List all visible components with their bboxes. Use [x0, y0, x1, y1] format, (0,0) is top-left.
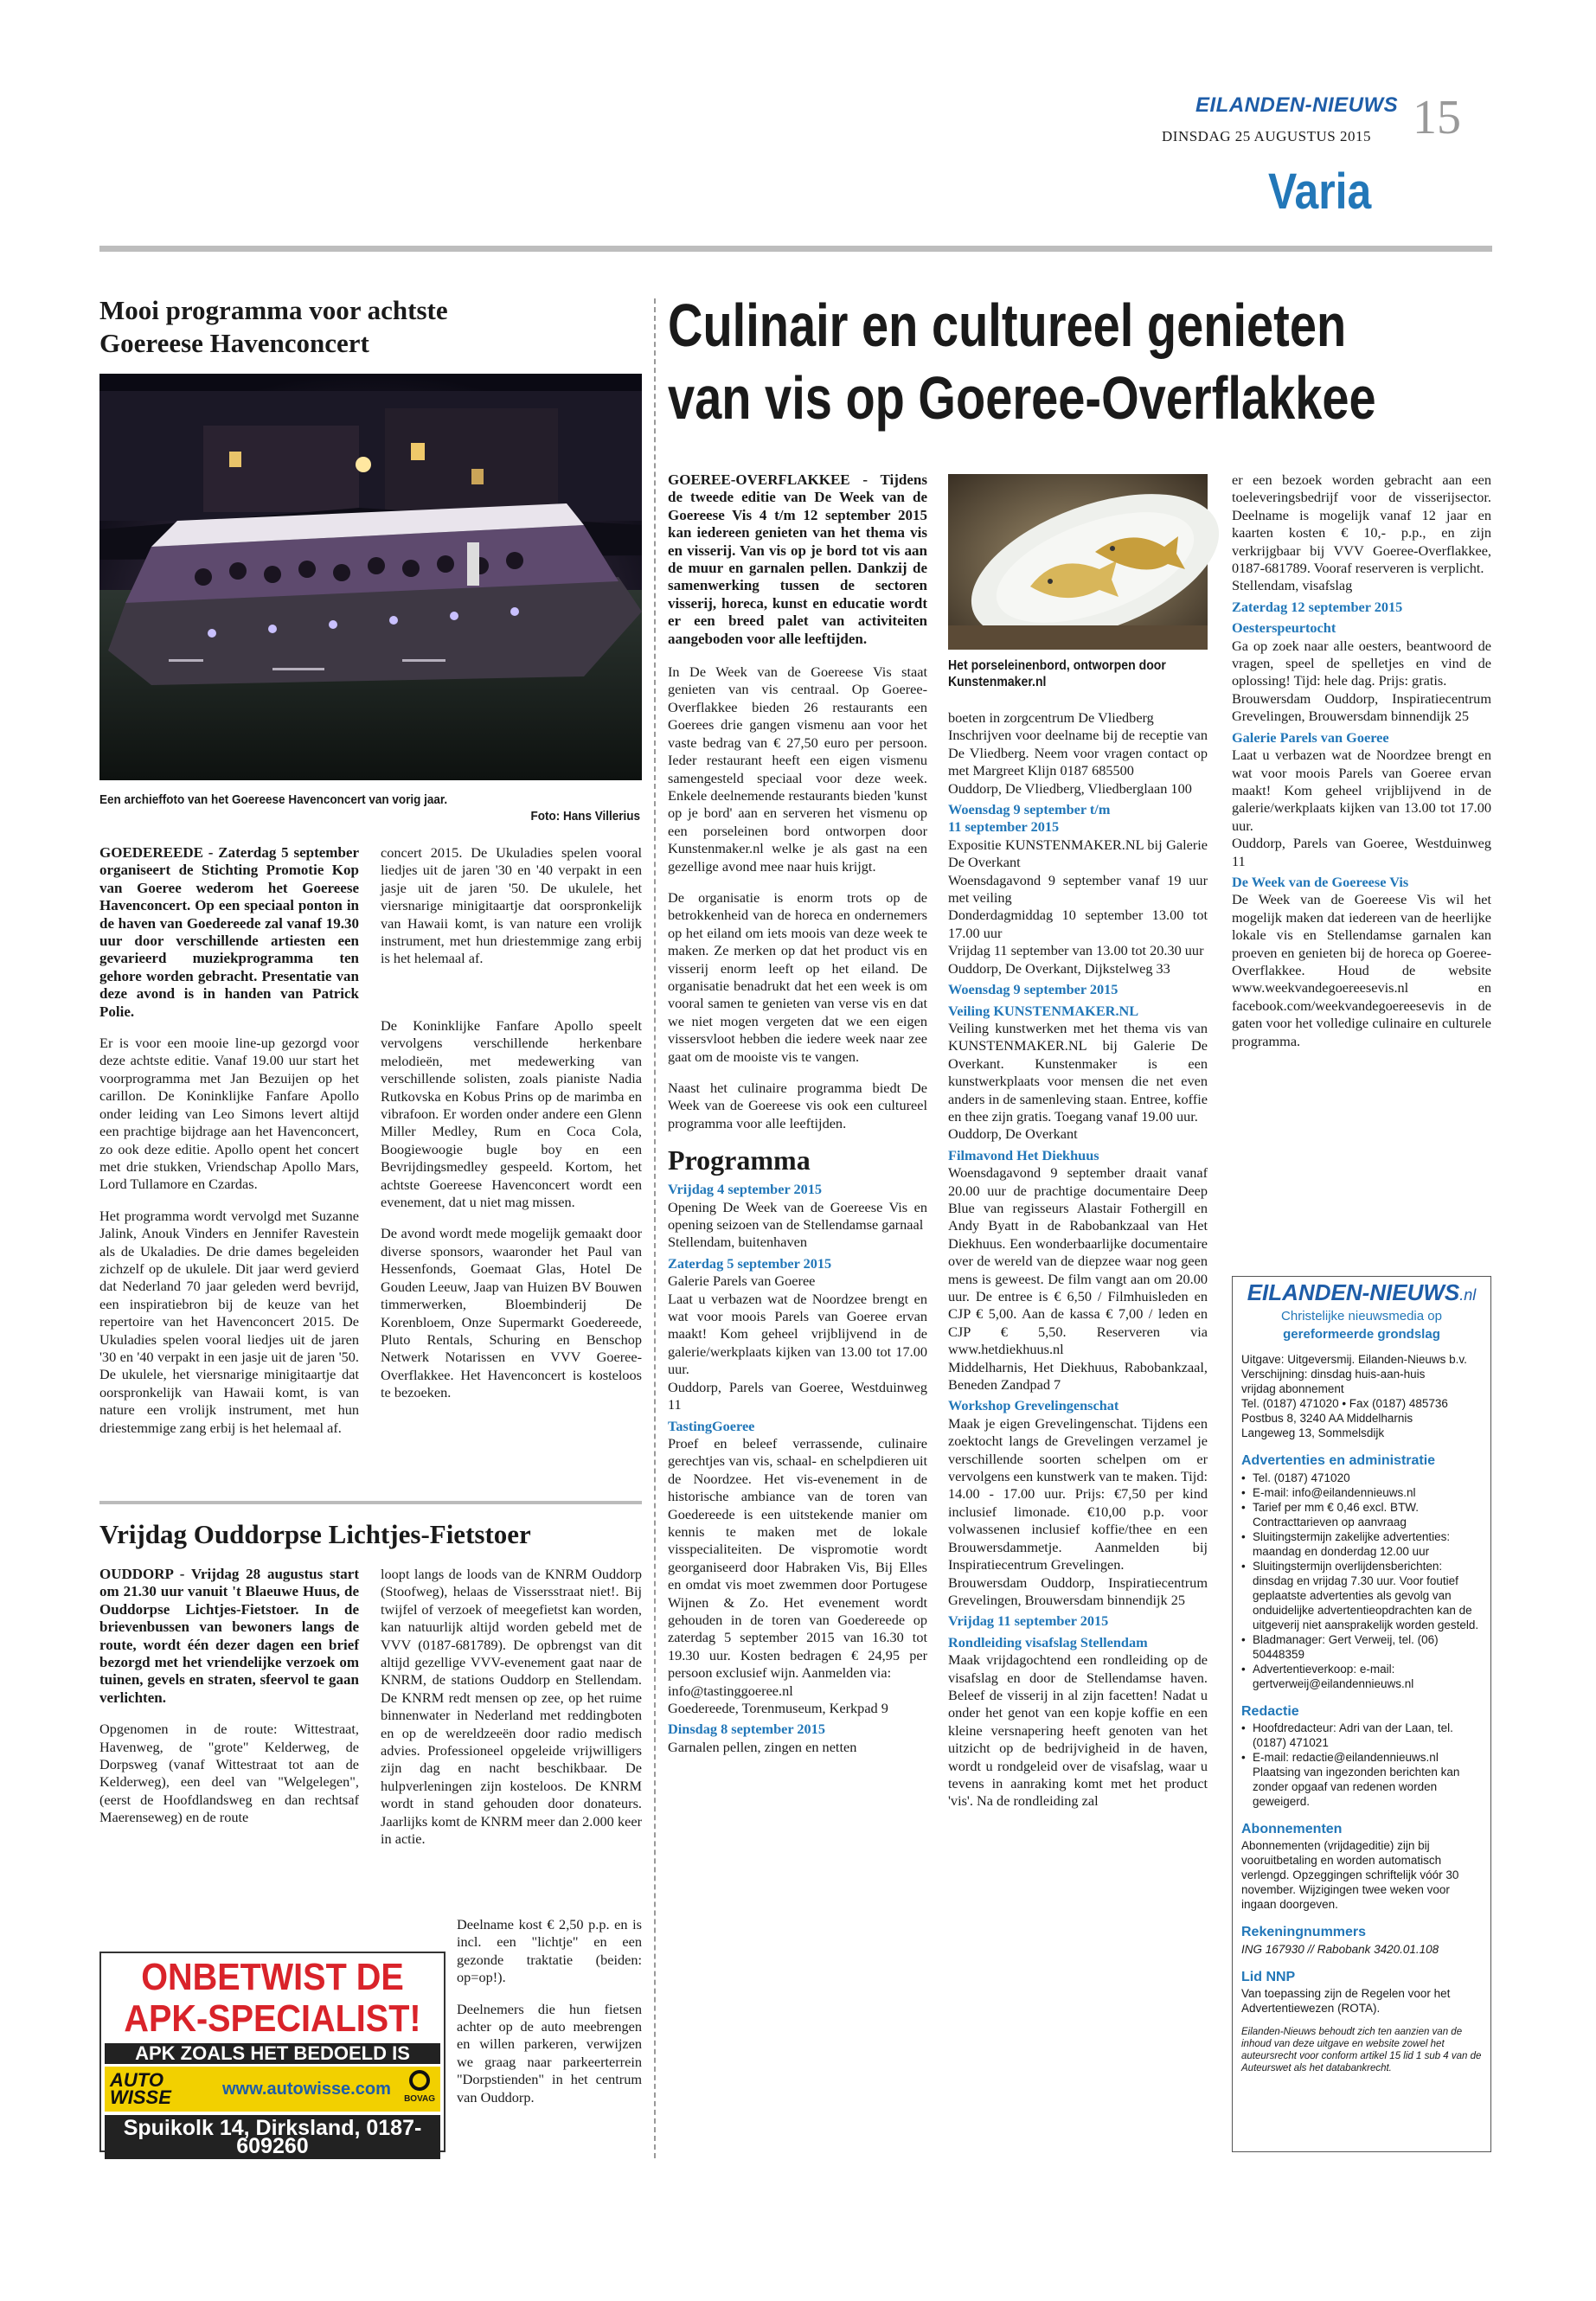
programma-date-heading: TastingGoeree — [668, 1417, 755, 1434]
colofon-tagline-2: gereformeerde grondslag — [1283, 1326, 1440, 1342]
programma-item-text: Garnalen pellen, zingen en netten — [668, 1738, 857, 1755]
p2-continued: concert 2015. De Ukuladies spelen vooral liedjes uit de jaren '30 en '40 verpakt in een jasje uit de jaren '50. De ukulele, het viersnarige minigitaartje dat oorspronkelijk van Hawaii komt, is van nature een vrolijk instrument, met hun driestemmige zang erbij is het helemaal af. — [381, 844, 642, 967]
colofon-nnp: Van toepassing zijn de Regelen voor het Advertentiewezen (ROTA). — [1241, 1987, 1451, 2016]
photo-credit: Foto: Hans Villerius — [530, 809, 640, 824]
colofon-abo: Abonnementen (vrijdageditie) zijn bij vooruitbetaling en worden automatisch verlengd. Opzeggingen schriftelijk vóór 30 november. Wijzigingen twee weken voor ingaan doorgeven. — [1241, 1839, 1459, 1912]
main-col-3: er een bezoek worden gebracht aan een toeleveringsbedrijf voor de visserijsector. Deelname is mogelijk vanaf 12 jaar en kaarten kosten € 10,- p.p., en zijn verkrijgbaar bij VVV Goeree-Overflakkee, 0187-681789. Vooraf reserveren is verplicht. Stellendam, visafslag Zaterdag 12 september 2015 Oesterspeurtocht Ga op zoek naar alle oesters, beantwoord de vragen, speel de spelletjes en vind de oplossing! Tijd: hele dag. Prijs: gratis. Brouwersdam Ouddorp, Inspiratiecentrum Grevelingen, Brouwersdam binnendijk 25 Galerie Parels van Goeree Laat u verbazen wat de Noordzee brengt en wat voor moois Parels van Goeree ervan maakt! Kom geheel vrijblijvend in de galerie/werkplaats kijken van 13.00 tot 17.00 uur. Ouddorp, Parels van Goeree, Westduinweg 11 De Week van de Goereese Vis De Week van de Goereese Vis wil het mogelijk maken dat iedereen van de heerlijke lokale vis en Stellendamse garnalen kan proeven en genieten bij de horeca op Goeree-Overflakkee. Houd de website www.weekvandegoereesevis.nl en facebook.com/weekvandegoereesevis in de gaten voor het volledige culinaire en culturele programma. — [1232, 471, 1491, 1049]
programma-item-text: Expositie KUNSTENMAKER.NL bij Galerie De Overkant Woensdagavond 9 september vanaf 19 uur met veiling Donderdagmiddag 10 september 13.00 tot 17.00 uur Vrijdag 11 september van 13.00 tot 20.30 uur Ouddorp, De Overkant, Dijkstelweg 33 — [948, 836, 1208, 977]
programma-date-heading: Woensdag 9 september t/m 11 september 2015 — [948, 801, 1111, 836]
programma-date-heading: Zaterdag 12 september 2015 — [1232, 598, 1403, 615]
colofon-red-item: • Hoofdredacteur: Adri van der Laan, tel. (0187) 471021 — [1241, 1721, 1482, 1750]
plate-caption: Het porseleinenbord, ontworpen door Kunstenmaker.nl — [948, 658, 1166, 689]
plate-photo — [948, 474, 1208, 650]
havenconcert-photo — [99, 374, 642, 780]
programma-date-heading: Oesterspeurtocht — [1232, 619, 1336, 637]
programma-item-text: Opening De Week van de Goereese Vis en opening seizoen van de Stellendamse garnaal Stellendam, buitenhaven — [668, 1198, 927, 1251]
colofon-abo-heading: Abonnementen — [1241, 1822, 1343, 1837]
programma-date-heading: Vrijdag 4 september 2015 — [668, 1181, 823, 1198]
programma-date-heading: Filmavond Het Diekhuus — [948, 1146, 1099, 1163]
ad-line-1: ONBETWIST DE — [141, 1956, 404, 1998]
programma-item-text: Maak vrijdagochtend een rondleiding op de visafslag en door de Stellendamse haven. Beleef de visserij in al zijn facetten! Nadat u onder het genot van een kopje koffie en een kleine versnapering heeft genoten van het uitzicht op de bedrijvigheid in de haven, wordt u rondgeleid over de visafslag, waar u tevens in aanraking komt met het product 'vis'. Na de rondleiding zal — [948, 1651, 1208, 1810]
fiets-p1-part: Opgenomen in de route: Wittestraat, Havenweg, de "grote" Kelderweg, de Dorpsweg (vanaf Wittestraat tot aan de Kelderweg), een deel van "Welgelegen", (eerst de Hoofdlandsweg en dan rechtsaf Maerenseweg) en de route — [99, 1721, 359, 1826]
top-rule — [99, 246, 1492, 252]
colofon-footer: Eilanden-Nieuws behoudt zich ten aanzien van de inhoud van deze uitgave en website zowel het auteursrecht voor conform artikel 15 lid 1 sub 4 van de Auteurswet als het databankrecht. — [1241, 2027, 1482, 2074]
colofon-uitgave-line: Postbus 8, 3240 AA Middelharnis — [1241, 1412, 1413, 1426]
colofon-uitgave-line: Langeweg 13, Sommelsdijk — [1241, 1426, 1385, 1440]
column-separator — [654, 298, 656, 2158]
programma-item-text: Woensdagavond 9 september draait vanaf 20.00 uur de prachtige documentaire Deep Blue van regisseurs Alastair Fothergill en Andy Byatt in de Rabobankzaal van Het Diekhuus. Een wonderbaarlijke documentaire over de wereld van de diepzee waar nog geen mens is geweest. De film vangt aan om 20.00 uur. De entree is € 6,50 / Filmhuisleden en CJP € 5,00. Aan de kassa € 7,00 / leden en CJP € 5,50. Reserveren via www.hetdiekhuus.nl Middelharnis, Het Diekhuus, Rabobankzaal, Beneden Zandpad 7 — [948, 1164, 1208, 1394]
page-number: 15 — [1413, 91, 1461, 144]
colofon-adv-item: • Sluitingstermijn zakelijke advertenties: maandag en donderdag 12.00 uur — [1241, 1529, 1482, 1559]
programma-item-text: Galerie Parels van Goeree Laat u verbazen wat de Noordzee brengt en wat voor moois Parels van Goeree ervan maakt! Kom geheel vrijblijvend in de galerie/werkplaats kijken van 13.00 tot 17.00 uur. Ouddorp, Parels van Goeree, Westduinweg 11 — [668, 1272, 927, 1413]
colofon-adv-item: • Advertentieverkoop: e-mail: gertverweij@eilandennieuws.nl — [1241, 1662, 1482, 1691]
colofon-uitgave-line: Verschijning: dinsdag huis-aan-huis — [1241, 1368, 1426, 1381]
fiets-col-1: OUDDORP - Vrijdag 28 augustus start om 21.30 uur vanuit 't Blaeuwe Huus, de Ouddorpse Lichtjes-Fietstoer. In de brievenbussen van bewoners langs de route, wordt één dezer dagen een brief bezorgd met het vriendelijke verzoek om tuinen, gevels en straten, sfeervol te gaan verlichten. Opgenomen in de route: Wittestraat, Havenweg, de "grote" Kelderweg, de Dorpsweg (vanaf Wittestraat tot aan de Kelderweg), een deel van "Welgelegen", (eerst de Hoofdlandsweg en dan rechtsaf Maerenseweg) en de route — [99, 1566, 359, 1826]
programma-date-heading: Galerie Parels van Goeree — [1232, 728, 1389, 746]
programma-date-heading: Veiling KUNSTENMAKER.NL — [948, 1002, 1139, 1019]
ad-url[interactable]: www.autowisse.com — [222, 2080, 391, 2099]
masthead-logo: EILANDEN-NIEUWS — [1195, 93, 1399, 117]
fiets-col-2: loopt langs de loods van de KNRM Ouddorp (Stoofweg), helaas de Vissersstraat niet!. Bij twijfel of verzoek of meegefietst kan worden, kan natuurlijk altijd worden gebeld met de VVV (0187-681789). De opbrengst van dit altijd gezellige VVV-evenement gaat naar de KNRM, de stations Ouddorp en Stellendam. De KNRM redt mensen op zee, op het ruime binnenwater in Nederland met reddingboten en op de wereldzeeën door radio medisch advies. Professioneel opgeleide vrijwilligers zijn dag en nacht beschikbaar. De hulpverleningen zijn kosteloos. De KNRM wordt in stand gehouden door donateurs. Jaarlijks komt de KNRM meer dan 2.000 keer in actie. — [381, 1566, 642, 1848]
colofon-uitgave-line: Tel. (0187) 471020 • Fax (0187) 485736 — [1241, 1397, 1448, 1411]
apk-advertisement[interactable] — [99, 1952, 445, 2158]
programma-item-text: Laat u verbazen wat de Noordzee brengt en wat voor moois Parels van Goeree ervan maakt! Kom geheel vrijblijvend in de galerie/werkplaats kijken van 13.00 tot 17.00 uur. Ouddorp, Parels van Goeree, Westduinweg 11 — [1232, 747, 1491, 869]
programma-item-text: Maak je eigen Grevelingenschat. Tijdens een zoektocht langs de Grevelingen verzamel je verschillende soorten schelpen om er vervolgens een kunstwerk van te maken. Tijd: 14.00 - 17.00 uur. Prijs: €7,50 per kind inclusief limonade. €10,00 p.p. voor volwassenen inclusief koffie/thee en een Brouwersdammetje. Aanmelden bij Inspiratiecentrum Grevelingen. Brouwersdam Ouddorp, Inspiratiecentrum Grevelingen, Brouwersdam binnendijk 25 — [948, 1414, 1208, 1608]
colofon-adv-item: • Tarief per mm € 0,46 excl. BTW. Contracttarieven op aanvraag — [1241, 1500, 1482, 1529]
ad-bar: APK ZOALS HET BEDOELD IS — [105, 2043, 440, 2064]
programma-date-heading: Vrijdag 11 september 2015 — [948, 1612, 1109, 1630]
colofon-adv-item: • Sluitingstermijn overlijdensberichten: dinsdag en vrijdag 7.30 uur. Voor foutief geplaatste advertenties als gevolg van onduidelijke advertentieopdrachten kan de uitgeverij niet aansprakelijk worden gesteld. — [1241, 1559, 1482, 1632]
fiets-title: Vrijdag Ouddorpse Lichtjes-Fietstoer — [99, 1519, 531, 1549]
programma-date-heading: Woensdag 9 september 2015 — [948, 981, 1118, 998]
colofon-adv-heading: Advertenties en administratie — [1241, 1453, 1436, 1469]
bovag-icon — [409, 2070, 430, 2091]
ad-line-2: APK-SPECIALIST! — [124, 1997, 421, 2040]
colofon-rek: ING 167930 // Rabobank 3420.01.108 — [1241, 1942, 1439, 1956]
left-col-2: concert 2015. De Ukuladies spelen vooral liedjes uit de jaren '30 en '40 verpakt in een jasje uit de jaren '50. De ukulele, het viersnarige minigitaartje dat oorspronkelijk van Hawaii komt, is van nature een vrolijk instrument, met hun driestemmige zang erbij is het helemaal af. De Koninklijke Fanfare Apollo speelt vervolgens verschillende herkenbare melodieën, met medewerking van verschillende solisten, zoals pianiste Nadia Rutkovska en Kobus Prins op de marimba en vibrafoon. Er worden onder andere een Glenn Miller Medley, Rum en Coca Cola, Boogiewoogie bugle boy en een Bevrijdingsmedley gespeeld. Kortom, het achtste Goereese Havenconcert wordt een evenement, dat u niet mag missen. De avond wordt mede mogelijk gemaakt door diverse sponsors, waaronder het Paul van Hessenfonds, Goemaat Glas, Hotel De Gouden Leeuw, Jaap van Huizen BV Bouwen timmerwerken, Bloembinderij De Korenbloem, Onze Supermarkt Goedereede, Pluto Rentals, Schuring en Benschop Netwerk Notarissen en VVV Goeree-Overflakkee. Het Havenconcert is kosteloos te bezoeken. — [381, 844, 642, 1401]
programma-item-text: De Week van de Goereese Vis wil het mogelijk maken dat iedereen van de heerlijke lokale vis en Stellendamse garnalen kan proeven en genieten bij de horeca op Goeree-Overflakkee. Houd de website www.weekvandegoereesevis.nl en facebook.com/weekvandegoereesevis in de gaten voor het volledige culinaire en culturele programma. — [1232, 891, 1491, 1049]
left-article-title: Mooi programma voor achtste Goereese Havenconcert — [99, 295, 448, 358]
programma-heading: Programma — [668, 1144, 811, 1176]
colofon-box: EILANDEN-NIEUWS.nl Christelijke nieuwsmedia op gereformeerde grondslag Uitgave: Uitgeversmij. Eilanden-Nieuws b.v. Verschijning: dinsdag huis-aan-huis vrijdag abonnement Tel. (0187) 471020 • Fax (0187) 485736 Postbus 8, 3240 AA Middelharnis Langeweg 13, Sommelsdijk Advertenties en administratie • Tel. (0187) 471020 • E-mail: info@eilandennieuws.nl • Tarief per mm € 0,46 excl. BTW. Contracttarieven op aanvraag • Sluitingstermijn zakelijke advertenties: maandag en donderdag 12.00 uur • Sluitingstermijn overlijdensberichten: dinsdag en vrijdag 7.30 uur. Voor foutief geplaatste advertenties als gevolg van onduidelijke advertentieopdrachten kan de uitgeverij niet aansprakelijk worden gesteld. • Bladmanager: Gert Verweij, tel. (06) 50448359 • Advertentieverkoop: e-mail: gertverweij@eilandennieuws.nl Redactie • Hoofdredacteur: Adri van der Laan, tel. (0187) 471021 • E-mail: redactie@eilandennieuws.nl Plaatsing van ingezonden berichten kan zonder opgaaf van redenen worden geweigerd. Abonnementen Abonnementen (vrijdageditie) zijn bij vooruitbetaling en worden automatisch verlengd. Opzeggingen schriftelijk vóór 30 november. Wijzigingen twee weken voor ingaan doorgeven. Rekeningnummers ING 167930 // Rabobank 3420.01.108 Lid NNP Van toepassing zijn de Regelen voor het Advertentiewezen (ROTA). Eilanden-Nieuws behoudt zich ten aanzien van de inhoud van deze uitgave en website zowel het auteursrecht voor conform artikel 15 lid 1 sub 4 van de Auteurswet als het databankrecht. — [1232, 1276, 1491, 2152]
colofon-red-item: • E-mail: redactie@eilandennieuws.nl Plaatsing van ingezonden berichten kan zonder opgaaf van redenen worden geweigerd. — [1241, 1750, 1482, 1809]
colofon-uitgave-line: vrijdag abonnement — [1241, 1382, 1344, 1396]
colofon-adv-item: • Tel. (0187) 471020 — [1241, 1471, 1482, 1485]
bovag-logo: BOVAG — [404, 2070, 435, 2108]
programma-date-heading: De Week van de Goereese Vis — [1232, 873, 1409, 890]
programma-date-heading: Dinsdag 8 september 2015 — [668, 1721, 825, 1738]
programma-date-heading: Workshop Grevelingenschat — [948, 1397, 1119, 1414]
left-col-1: GOEDEREEDE - Zaterdag 5 september organiseert de Stichting Promotie Kop van Goeree wederom het Goereese Havenconcert. Op een speciaal ponton in de haven van Goedereede zal vanaf 19.30 uur door verschillende artiesten een gevarieerd muziekprogramma ten gehore worden gebracht. Presentatie van deze avond is in handen van Patrick Polie. Er is voor een mooie line-up gezorgd voor deze achtste editie. Vanaf 19.00 uur start het voorprogramma met Jan Bezuijen op het carillon. De Koninklijke Fanfare Apollo onder leiding van Leo Simons levert altijd een prachtige bijdrage aan het Havenconcert, zo ook deze editie. Apollo opent het concert met drie stukken, Vriendschap Apollo Mars, Lord Tullamore en Czardas. Het programma wordt vervolgd met Suzanne Jalink, Anouk Vinders en Jennifer Ravestein als de Ukaladies. De drie dames begeleiden zichzelf op de ukulele. Dit jaar werd gevierd dat Nederland 70 jaar geleden werd bevrijd, een inspiratiebron bij de keuze van het repertoire van het Havenconcert 2015. De Ukuladies spelen vooral liedjes uit de jaren '30 en '40 verpakt in een jasje uit de jaren '50. De ukulele, het viersnarige minigitaartje dat oorspronkelijk van Hawaii komt, is van nature een vrolijk instrument, met hun driestemmige zang erbij is het helemaal af. — [99, 844, 359, 1436]
colofon-red-heading: Redactie — [1241, 1703, 1299, 1719]
programma-date-heading: Rondleiding visafslag Stellendam — [948, 1633, 1148, 1650]
programma-date-heading: Zaterdag 5 september 2015 — [668, 1254, 832, 1272]
programma-item-text: Ga op zoek naar alle oesters, beantwoord de vragen, speel de spelletjes en vind de oplossing! Tijd: hele dag. Prijs: gratis. Brouwersdam Ouddorp, Inspiratiecentrum Grevelingen, Brouwersdam binnendijk 25 — [1232, 637, 1491, 725]
colofon-nnp-heading: Lid NNP — [1241, 1969, 1296, 1984]
colofon-adv-item: • Bladmanager: Gert Verweij, tel. (06) 50448359 — [1241, 1632, 1482, 1662]
colofon-rek-heading: Rekeningnummers — [1241, 1925, 1367, 1940]
mid-rule — [99, 1501, 642, 1504]
main-headline: Culinair en cultureel genieten van vis op Goeree-Overflakkee — [668, 292, 1376, 432]
photo-caption: Een archieffoto van het Goereese Havenconcert van vorig jaar. — [99, 792, 448, 807]
issue-date: DINSDAG 25 AUGUSTUS 2015 — [1162, 128, 1371, 144]
programma-item-text: Proef en beleef verrassende, culinaire gerechtjes van vis, schaal- en schelpdieren uit de Noordzee. Het vis-evenement in de historische ambiance van de toren van Goedereede is een uitstekende manier om kennis te maken met de lokale visspecialiteiten. De vispromotie wordt georganiseerd door Habraken Vis, Bij Elles en omdat vis moet zwemmen door Portugese Wijnen & Zo. Het evenement wordt gehouden in de toren van Goedereede op zaterdag 5 september 2015 van 16.30 tot 19.30 uur. Kosten bedragen € 24,95 per persoon exclusief wijn. Aanmelden via: info@tastinggoeree.nl Goedereede, Torenmuseum, Kerkpad 9 — [668, 1434, 927, 1716]
ad-brand: AUTO WISSE — [110, 2069, 171, 2109]
section-title: Varia — [1268, 163, 1372, 220]
main-col-2: boeten in zorgcentrum De Vliedberg Inschrijven voor deelname bij de receptie van De Vliedberg. Neem voor vragen contact op met Margreet Klijn 0187 685500 Ouddorp, De Vliedberg, Vliedberglaan 100 Woensdag 9 september t/m 11 september 2015 Expositie KUNSTENMAKER.NL bij Galerie De Overkant Woensdagavond 9 september vanaf 19 uur met veiling Donderdagmiddag 10 september 13.00 tot 17.00 uur Vrijdag 11 september van 13.00 tot 20.30 uur Ouddorp, De Overkant, Dijkstelweg 33 Woensdag 9 september 2015 Veiling KUNSTENMAKER.NL Veiling kunstwerken met het thema vis van KUNSTENMAKER.NL bij Galerie De Overkant. Kunstenmaker is een kunstwerkplaats voor mensen die net even anders in de samenleving staan. Entree, koffie en thee zijn gratis. Toegang vanaf 19.00 uur. Ouddorp, De Overkant Filmavond Het Diekhuus Woensdagavond 9 september draait vanaf 20.00 uur de prachtige documentaire Deep Blue van regisseurs Alastair Fothergill en Andy Byatt in de Rabobankzaal van Het Diekhuus. Een wonderbaarlijke documentaire over de wereld van de diepzee waar nog geen mens is geweest. De film vangt aan om 20.00 uur. De entree is € 6,50 / Filmhuisleden en CJP € 5,00. Aan de kassa € 7,00 / leden en CJP € 5,50. Reserveren via www.hetdiekhuus.nl Middelharnis, Het Diekhuus, Rabobankzaal, Beneden Zandpad 7 Workshop Grevelingenschat Maak je eigen Grevelingenschat. Tijdens een zoektocht langs de Grevelingen verzamel je verschillende soorten schelpen om er vervolgens een kunstwerk van te maken. Tijd: 14.00 - 17.00 uur. Prijs: €7,50 per kind inclusief limonade. €10,00 p.p. voor volwassenen inclusief koffie/thee en een Brouwersdammetje. Aanmelden bij Inspiratiecentrum Grevelingen. Brouwersdam Ouddorp, Inspiratiecentrum Grevelingen, Brouwersdam binnendijk 25 Vrijdag 11 september 2015 Rondleiding visafslag Stellendam Maak vrijdagochtend een rondleiding op de visafslag en door de Stellendamse haven. Beleef de visserij in al zijn facetten! Nadat u onder het genot van een kopje koffie en een kleine versnapering heeft genoten van het uitzicht op de bedrijvigheid in de haven, wordt u rondgeleid over de visafslag, waar u tevens in aanraking komt met het product 'vis'. Na de rondleiding zal — [948, 709, 1208, 1810]
colofon-logo: EILANDEN-NIEUWS — [1247, 1279, 1460, 1305]
ad-address: Spuikolk 14, Dirksland, 0187-609260 — [105, 2115, 440, 2159]
colofon-adv-item: • E-mail: info@eilandennieuws.nl — [1241, 1485, 1482, 1500]
colofon-uitgave-line: Uitgave: Uitgeversmij. Eilanden-Nieuws b.v. — [1241, 1353, 1467, 1367]
programma-item-text: Veiling kunstwerken met het thema vis van KUNSTENMAKER.NL bij Galerie De Overkant. Kunstenmaker is een kunstwerkplaats voor mensen die net even anders in de samenleving staan. Entree, koffie en thee zijn gratis. Toegang vanaf 19.00 uur. Ouddorp, De Overkant — [948, 1019, 1208, 1143]
colofon-tagline: Christelijke nieuwsmedia op — [1281, 1309, 1442, 1324]
main-col-1: GOEREE-OVERFLAKKEE - Tijdens de tweede editie van De Week van de Goereese Vis 4 t/m 12 september 2015 kan iedereen genieten van het thema vis en visserij. Van vis op je bord tot vis aan de muur en garnalen pellen. Dankzij de samenwerking tussen de sectoren visserij, horeca, kunst en educatie wordt er een breed palet van activiteiten aangeboden voor alle leeftijden. In De Week van de Goereese Vis staat genieten van vis centraal. Op Goeree-Overflakkee bieden 26 restaurants een Goerees drie gangen vismenu aan voor het vaste bedrag van € 27,50 euro per persoon. Ieder restaurant heeft een eigen vismenu samengesteld speciaal voor deze week. Enkele deelnemende restaurants bieden 'kunst op je bord' aan en serveren het vismenu op een porseleinen bord ontworpen door Kunstenmaker.nl welke je als gast na een gezellige avond mee naar huis krijgt. De organisatie is enorm trots op de betrokkenheid van de horeca en ondernemers op het eiland om iets moois van deze week te maken. Ze merken op dat het product vis en visserij enorm leeft op het eiland. De organisatie benadrukt dat het een week is om vooral samen te genieten van verse vis en dat we niet mogen vergeten dat we een eigen vissersvloot hebben die iedere week naar zee gaat om de mooiste vis te vangen. Naast het culinaire programma biedt De Week van de Goereese vis ook een cultureel programma voor alle leeftijden. Programma Vrijdag 4 september 2015 Opening De Week van de Goereese Vis en opening seizoen van de Stellendamse garnaal Stellendam, buitenhaven Zaterdag 5 september 2015 Galerie Parels van Goeree Laat u verbazen wat de Noordzee brengt en wat voor moois Parels van Goeree ervan maakt! Kom geheel vrijblijvend in de galerie/werkplaats kijken van 13.00 tot 17.00 uur. Ouddorp, Parels van Goeree, Westduinweg 11 TastingGoeree Proef en beleef verrassende, culinaire gerechtjes van vis, schaal- en schelpdieren uit de Noordzee. Het vis-evenement in de historische ambiance van de toren van Goedereede is een uitstekende manier om kennis te maken met de lokale visspecialiteiten. De vispromotie wordt georganiseerd door Habraken Vis, Bij Elles en omdat vis moet zwemmen door Portugese Wijnen & Zo. Het evenement wordt gehouden in de toren van Goedereede op zaterdag 5 september 2015 van 16.30 tot 19.30 uur. Kosten bedragen € 24,95 per persoon exclusief wijn. Aanmelden via: info@tastinggoeree.nl Goedereede, Torenmuseum, Kerkpad 9 Dinsdag 8 september 2015 Garnalen pellen, zingen en netten — [668, 471, 927, 1755]
fiets-col-2b: Deelname kost € 2,50 p.p. en is incl. een "lichtje" en een gezonde traktatie (beiden: op=op!). Deelnemers die hun fietsen achter op de auto meebrengen en willen parkeren, verwijzen we graag naar parkeerterrein "Dorpstienden" in het centrum van Ouddorp. — [457, 1916, 642, 2106]
